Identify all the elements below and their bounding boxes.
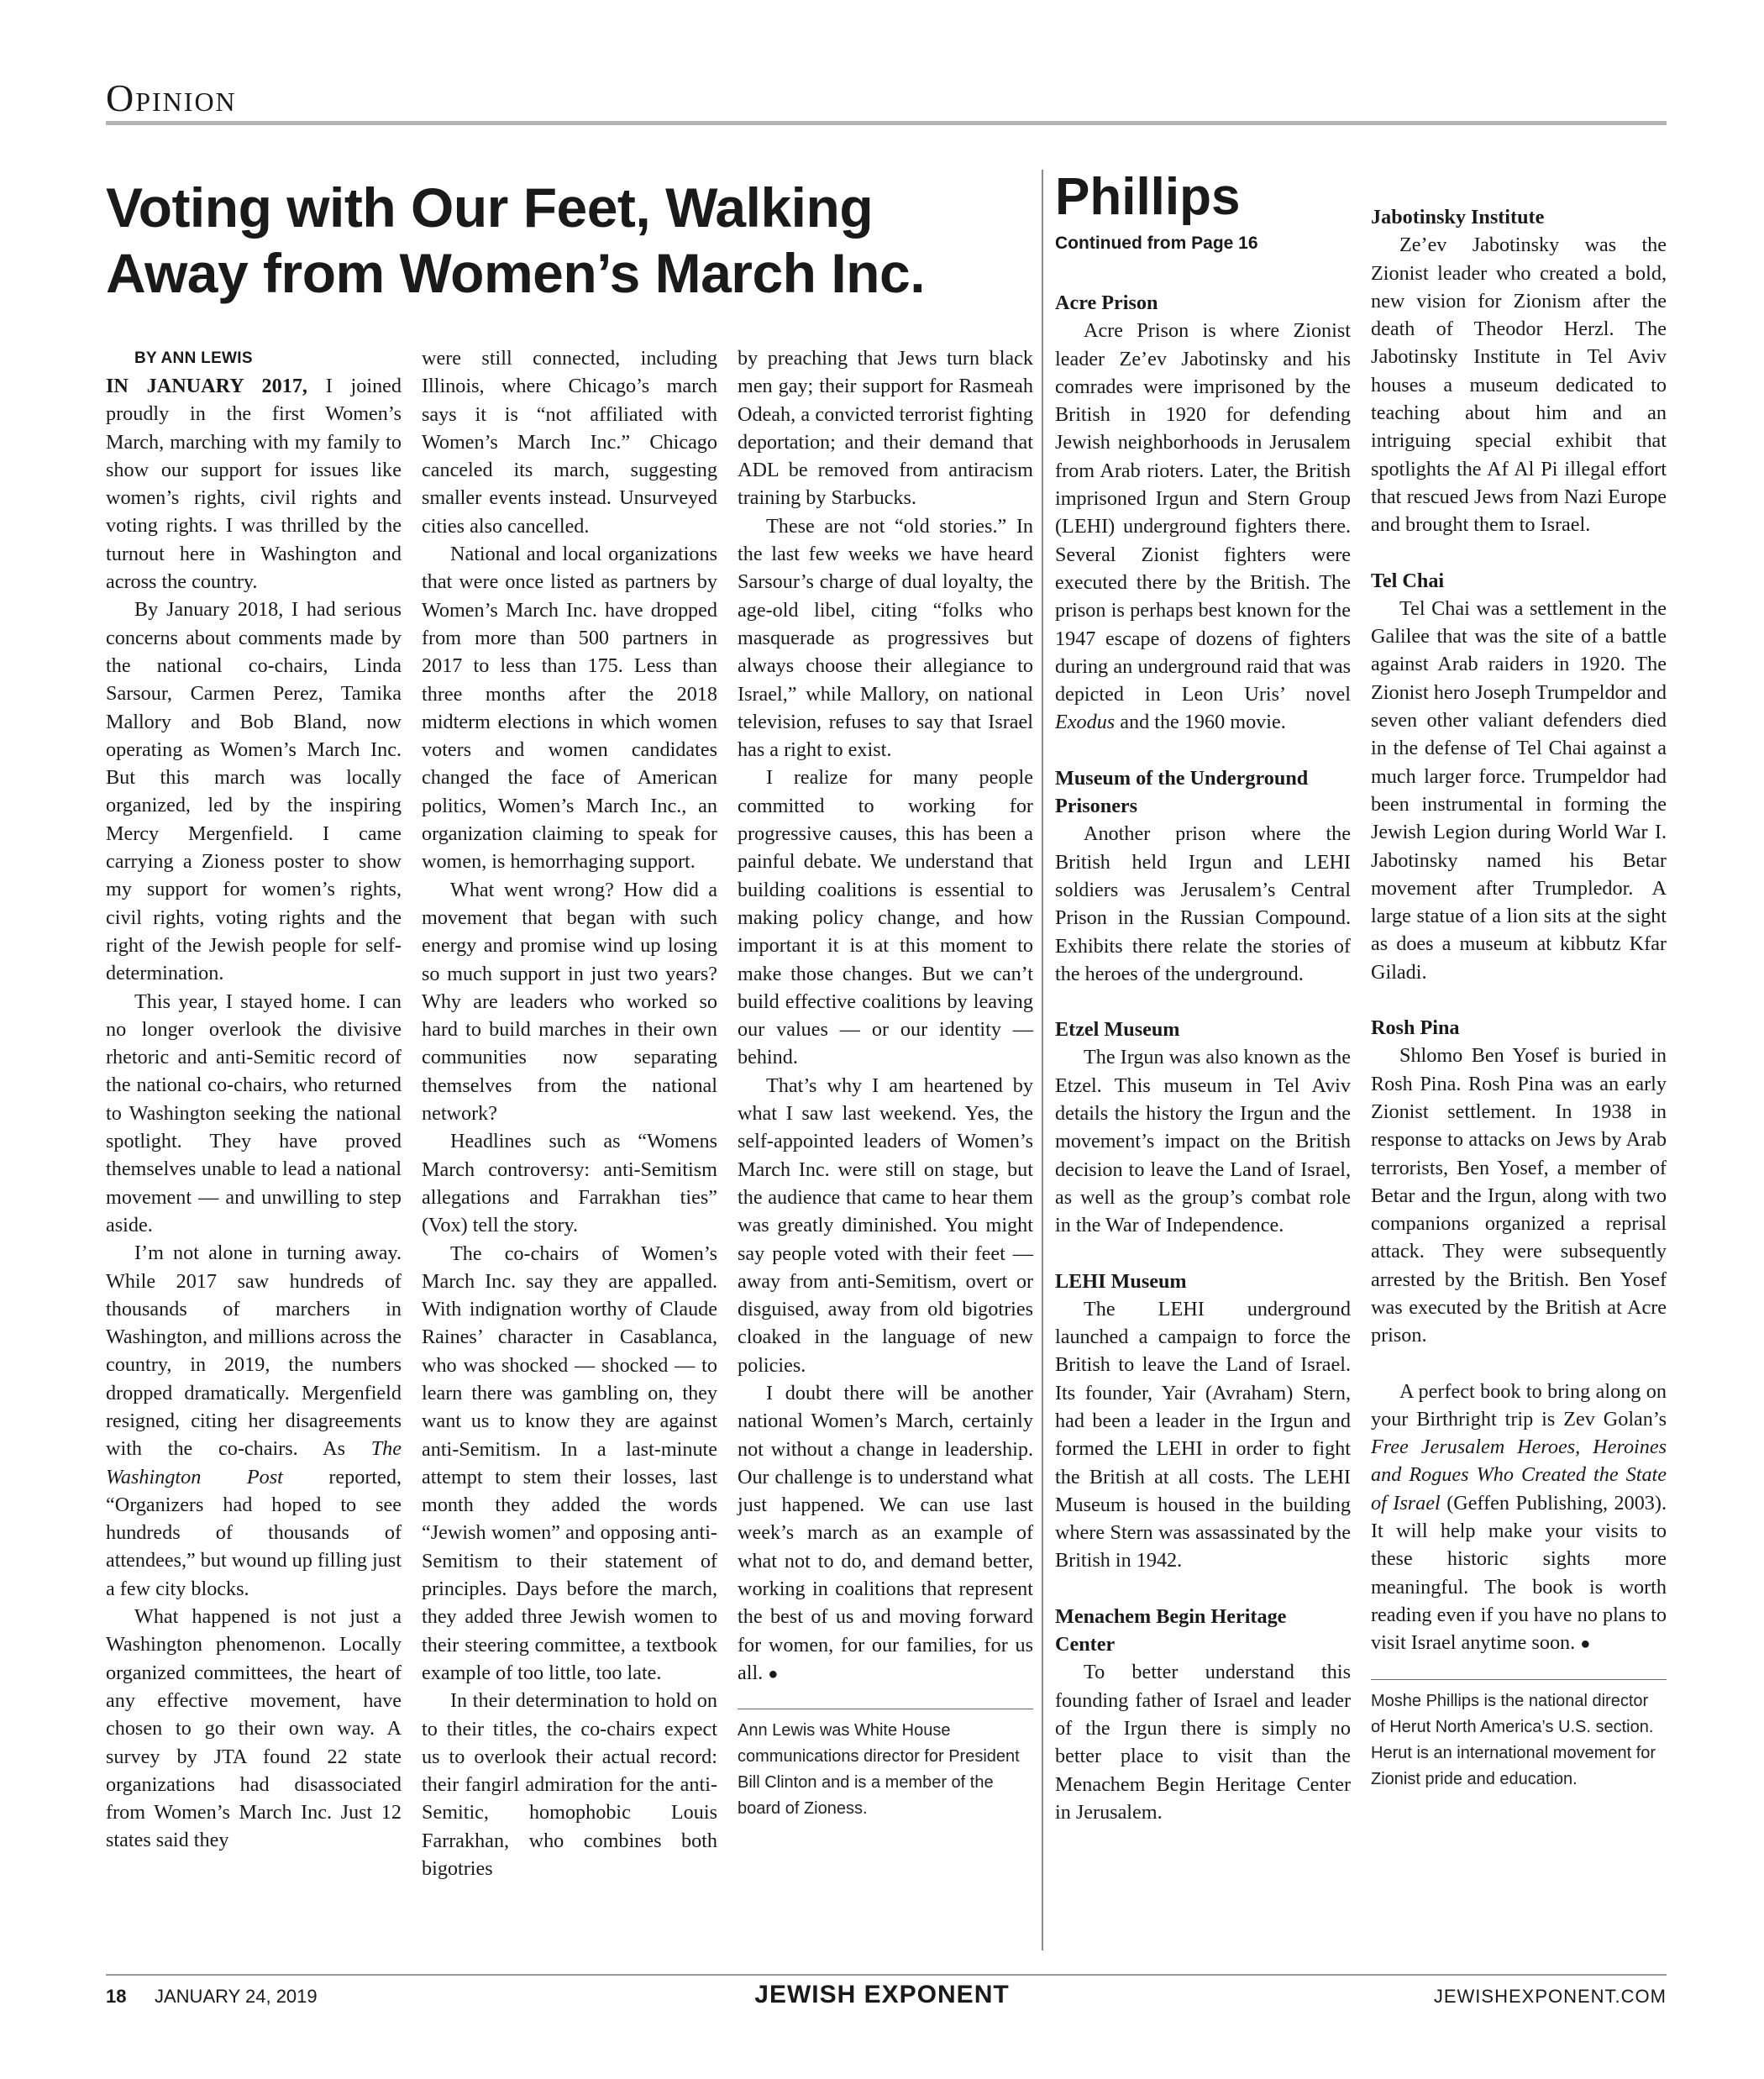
lead-in: IN JANUARY 2017, bbox=[106, 375, 307, 397]
paragraph: IN JANUARY 2017, I joined proudly in the first Women’s March, marching with my family to show our support for issues like women’s rights, civil rights and voting rights. I was thrilled by the turnout here in Washington and across the country. bbox=[106, 375, 402, 594]
subhead: Acre Prison bbox=[1055, 291, 1158, 314]
author-bio: Ann Lewis was White House communications director for President Bill Clinton and is a member of the board of Zioness. bbox=[738, 1709, 1033, 1822]
subhead: Menachem Begin Heritage Center bbox=[1055, 1604, 1287, 1656]
lewis-column-2 bbox=[422, 344, 717, 1882]
paragraph: What went wrong? How did a movement that began with such energy and promise wind up losing so much support in just two years? Why are leaders who worked so hard to build marches in their own communities now separating themselves from the national network? bbox=[422, 878, 717, 1126]
subhead: LEHI Museum bbox=[1055, 1269, 1187, 1293]
paragraph: I’m not alone in turning away. While 2017 saw hundreds of thousands of marchers in Washington, and millions across the country, in 2019, the numbers dropped dramatically. Mergenfield resigned, citing her disagreements with the co-chairs. As The Washington Post reported, “Organizers had hoped to see hundreds of thousands of attendees,” but wound up filling just a few city blocks. bbox=[106, 1242, 402, 1600]
paragraph: By January 2018, I had serious concerns about comments made by the national co-chairs, Linda Sarsour, Carmen Perez, Tamika Mallory and Bob Bland, now operating as Women’s March Inc. But this march was locally organized, led by the inspiring Mercy Mergenfield. I came carrying a Zioness poster to show my support for women’s rights, civil rights, voting rights and the right of the Jewish people for self-determination. bbox=[106, 598, 402, 985]
continued-line: Continued from Page 16 bbox=[1055, 234, 1258, 253]
column-divider bbox=[1042, 170, 1043, 1950]
byline: BY ANN LEWIS bbox=[134, 349, 253, 367]
subhead: Museum of the Underground Prisoners bbox=[1055, 766, 1309, 818]
subhead: Rosh Pina bbox=[1371, 1016, 1460, 1040]
lewis-column-3 bbox=[738, 344, 1033, 1822]
phillips-title: Phillips bbox=[1055, 168, 1241, 226]
page-number: 18 bbox=[106, 1986, 127, 2007]
paragraph: The Irgun was also known as the Etzel. This museum in Tel Aviv details the history the Irgun and the movement’s impact on the British decision to leave the Land of Israel, as well as the group’s combat role in the War of Independence. bbox=[1055, 1046, 1351, 1237]
masthead: JEWISH EXPONENT bbox=[754, 1981, 1010, 2008]
headline: Voting with Our Feet, Walking Away from Women’s March Inc. bbox=[106, 176, 926, 304]
website-url: JEWISHEXPONENT.COM bbox=[1433, 1986, 1667, 2007]
subhead: Etzel Museum bbox=[1055, 1018, 1180, 1042]
top-rule bbox=[106, 121, 1667, 125]
paragraph: Acre Prison is where Zionist leader Ze’ev Jabotinsky and his comrades were imprisoned by the British in 1920 for defending Jewish neighborhoods in Jerusalem from Arab rioters. Later, the British imprisoned Irgun and Stern Group (LEHI) underground fighters there. Several Zionist fighters were executed there by the British. The prison is perhaps best known for the 1947 escape of dozens of fighters during an underground raid that was depicted in Leon Uris’ novel Exodus and the 1960 movie. bbox=[1055, 319, 1351, 734]
end-mark-icon: ● bbox=[768, 1664, 779, 1683]
paragraph: These are not “old stories.” In the last few weeks we have heard Sarsour’s charge of dual loyalty, the age-old libel, citing “folks who masquerade as progressives but always choose their allegiance to Israel,” while Mallory, on national television, refuses to say that Israel has a right to exist. bbox=[738, 514, 1033, 762]
end-mark-icon: ● bbox=[1580, 1635, 1591, 1654]
phillips-column-1 bbox=[1055, 289, 1351, 1826]
paragraph: Headlines such as “Womens March controversy: anti-Semitism allegations and Farrakhan ties” (Vox) tell the story. bbox=[422, 1130, 717, 1237]
lewis-column-1 bbox=[106, 344, 402, 1855]
section-label: Opinion bbox=[106, 76, 237, 119]
paragraph: I doubt there will be another national Women’s March, certainly not without a change in leadership. Our challenge is to understand what just happened. We can use last week’s march as an example of what not to do, and demand better, working in coalitions that represent the best of us and moving forward for women, for our families, for us all. ● bbox=[738, 1381, 1033, 1684]
paragraph: In their determination to hold on to their titles, the co-chairs expect us to overlook their actual record: their fangirl admiration for the anti-Semitic, homophobic Louis Farrakhan, who combines both bigotries bbox=[422, 1689, 717, 1881]
paragraph: Tel Chai was a settlement in the Galilee that was the site of a battle against Arab raiders in 1920. The Zionist hero Joseph Trumpeldor and seven other valiant defenders died in the defense of Tel Chai against a much larger force. Trumpeldor had been instrumental in forming the Jewish Legion during World War I. Jabotinsky named his Betar movement after Trumpledor. A large statue of a lion sits at the sight as does a museum at kibbutz Kfar Giladi. bbox=[1371, 596, 1667, 984]
novel-title: Exodus bbox=[1055, 711, 1116, 734]
paragraph: National and local organizations that were once listed as partners by Women’s March Inc. have dropped from more than 500 partners in 2017 to less than 175. Less than three months after the 2018 midterm elections in which women voters and women candidates changed the face of American politics, Women’s March Inc., an organization claiming to speak for women, is hemorrhaging support. bbox=[422, 543, 717, 874]
paragraph: A perfect book to bring along on your Birthright trip is Zev Golan’s Free Jerusalem Heroes, Heroines and Rogues Who Created the State of Israel (Geffen Publishing, 2003). It will help make your visits to these historic sights more meaningful. The book is worth reading even if you have no plans to visit Israel anytime soon. ● bbox=[1371, 1379, 1667, 1655]
paragraph: I realize for many people committed to working for progressive causes, this has been a painful debate. We understand that building coalitions is essential to making policy change, and how important it is at this moment to make those changes. But we can’t build effective coalitions by leaving our values — or our identity — behind. bbox=[738, 766, 1033, 1069]
paragraph: by preaching that Jews turn black men gay; their support for Rasmeah Odeah, a convicted terrorist fighting deportation; and their demand that ADL be removed from antiracism training by Starbucks. bbox=[738, 347, 1033, 510]
paragraph: What happened is not just a Washington phenomenon. Locally organized committees, the heart of any effective movement, have chosen to go their own way. A survey by JTA found 22 state organizations had disassociated from Women’s March Inc. Just 12 states said they bbox=[106, 1605, 402, 1852]
subhead: Jabotinsky Institute bbox=[1371, 206, 1545, 228]
publication-title: The Washington Post bbox=[106, 1437, 402, 1488]
paragraph: The co-chairs of Women’s March Inc. say they are appalled. With indignation worthy of Claude Raines’ character in Casablanca, who was shocked — shocked — to learn there was gambling on, they want us to know they are against anti-Semitism. In a last-minute attempt to stem their losses, last month they added the words “Jewish women” and opposing anti-Semitism to their statement of principles. Days before the march, they added three Jewish women to their steering committee, a textbook example of too little, too late. bbox=[422, 1242, 717, 1684]
author-bio: Moshe Phillips is the national director of Herut North America’s U.S. section. Herut is an international movement for Zionist pride and education. bbox=[1371, 1679, 1667, 1793]
paragraph: were still connected, including Illinois, where Chicago’s march says it is “not affiliated with Women’s March Inc.” Chicago canceled its march, suggesting smaller events instead. Unsurveyed cities also cancelled. bbox=[422, 347, 717, 538]
paragraph: Shlomo Ben Yosef is buried in Rosh Pina. Rosh Pina was an early Zionist settlement. In 1938 in response to attacks on Jews by Arab terrorists, Ben Yosef, a member of Betar and the Irgun, along with two companions organized a reprisal attack. They were subsequently arrested by the British. Ben Yosef was executed by the British at Acre prison. bbox=[1371, 1044, 1667, 1347]
paragraph: The LEHI underground launched a campaign to force the British to leave the Land of Israel. Its founder, Yair (Avraham) Stern, had been a leader in the Irgun and formed the LEHI in order to fight the British at all costs. The LEHI Museum is housed in the building where Stern was assassinated by the British in 1942. bbox=[1055, 1297, 1351, 1572]
footer-rule bbox=[106, 1974, 1667, 1976]
paragraph: This year, I stayed home. I can no longer overlook the divisive rhetoric and anti-Semitic record of the national co-chairs, who returned to Washington seeking the national spotlight. They have proved themselves unable to lead a national movement — and unwilling to step aside. bbox=[106, 990, 402, 1236]
paragraph: To better understand this founding father of Israel and leader of the Irgun there is simply no better place to visit than the Menachem Begin Heritage Center in Jerusalem. bbox=[1055, 1661, 1351, 1824]
paragraph: Another prison where the British held Irgun and LEHI soldiers was Jerusalem’s Central Prison in the Russian Compound. Exhibits there relate the stories of the heroes of the underground. bbox=[1055, 822, 1351, 985]
issue-date: JANUARY 24, 2019 bbox=[155, 1986, 318, 2007]
phillips-column-2 bbox=[1371, 203, 1667, 1793]
book-title: Free Jerusalem Heroes, Heroines and Rogues Who Created the State of Israel bbox=[1371, 1436, 1667, 1515]
paragraph: That’s why I am heartened by what I saw last weekend. Yes, the self-appointed leaders of Women’s March Inc. were still on stage, but the audience that came to hear them was greatly diminished. You might say people voted with their feet — away from anti-Semitism, overt or disguised, away from old bigotries cloaked in the language of new policies. bbox=[738, 1074, 1033, 1377]
paragraph: Ze’ev Jabotinsky was the Zionist leader who created a bold, new vision for Zionism after the death of Theodor Herzl. The Jabotinsky Institute in Tel Aviv houses a museum dedicated to teaching about him and an intriguing special exhibit that spotlights the Af Al Pi illegal effort that rescued Jews from Nazi Europe and brought them to Israel. bbox=[1371, 234, 1667, 537]
subhead: Tel Chai bbox=[1371, 569, 1445, 592]
